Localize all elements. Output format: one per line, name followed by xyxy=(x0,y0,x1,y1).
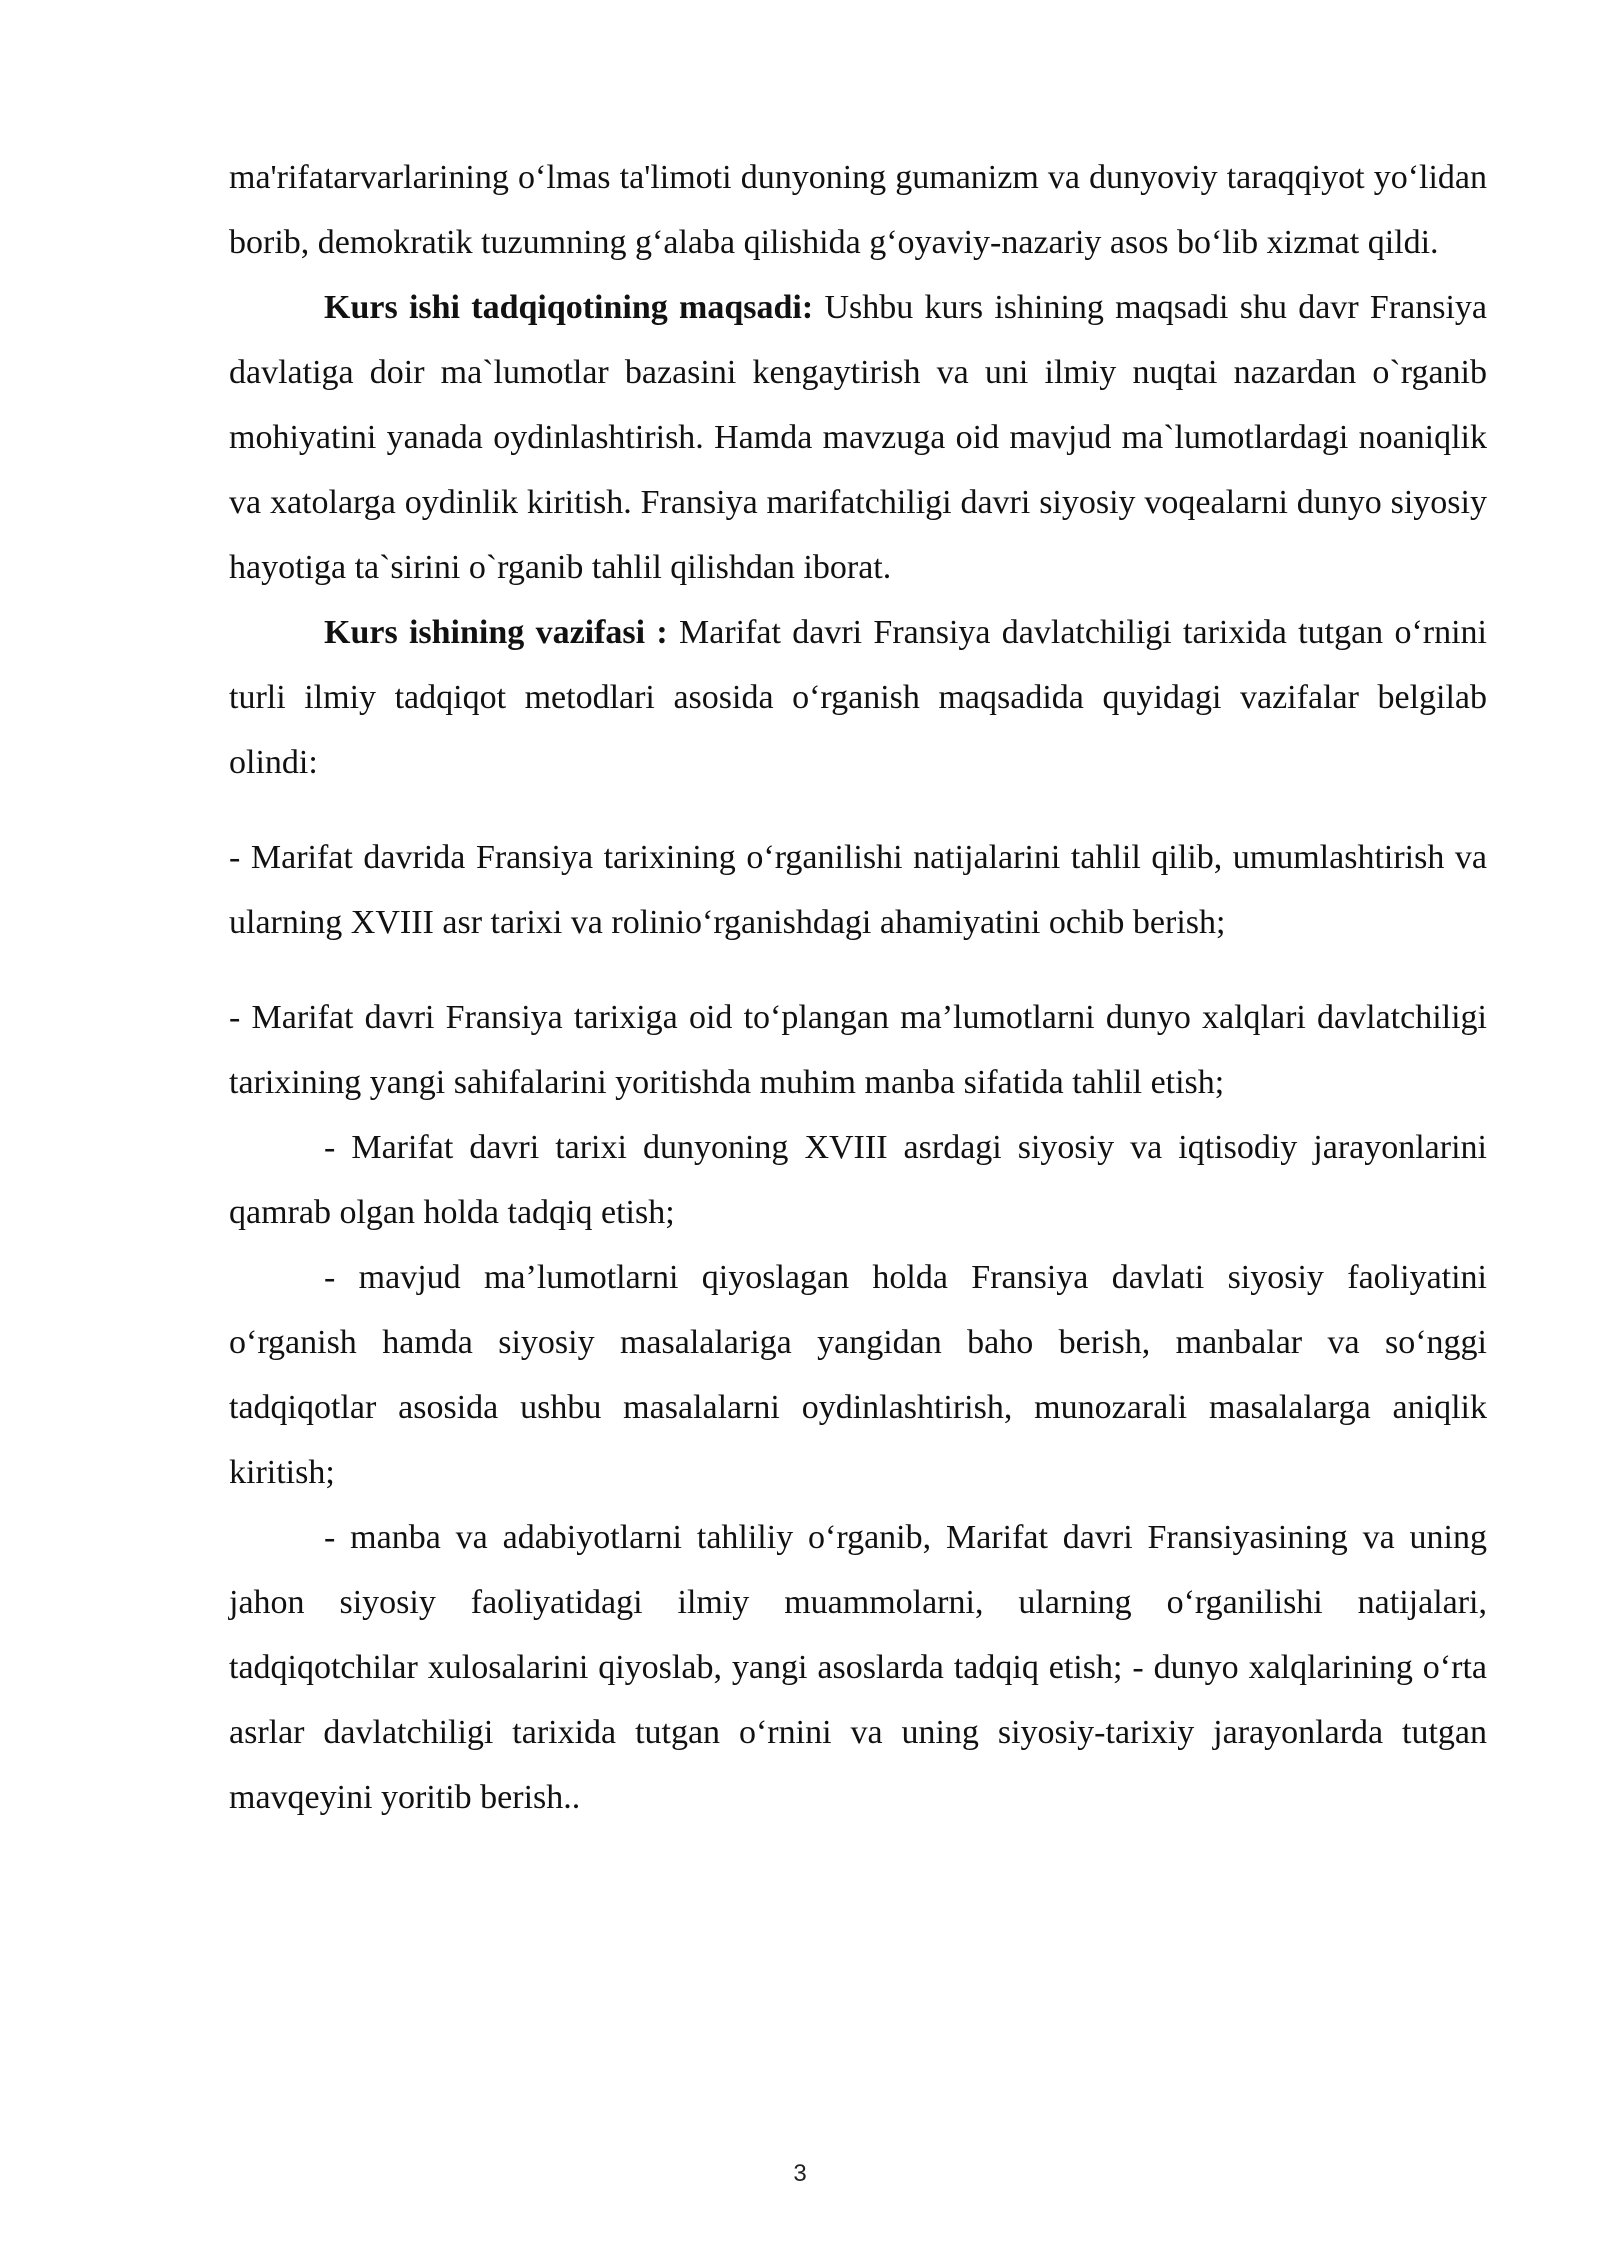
research-goal-heading: Kurs ishi tadqiqotining maqsadi: xyxy=(324,289,814,326)
task-item-1: - Marifat davrida Fransiya tarixining o‘rganilishi natijalarini tahlil qilib, umumlashtirish va ularning XVIII asr tarixi va rolinio‘rganishdagi ahamiyatini ochib berish; xyxy=(229,839,1487,941)
research-goal-text: Ushbu kurs ishining maqsadi shu davr Fransiya davlatiga doir ma`lumotlar bazasini kengaytirish va uni ilmiy nuqtai nazardan o`rganib mohiyatini yanada oydinlashtirish. Hamda mavzuga oid mavjud ma`lumotlardagi noaniqlik va xatolarga oydinlik kiritish. Fransiya marifatchiligi davri siyosiy voqealarni dunyo siyosiy hayotiga ta`sirini o`rganib tahlil qilishdan iborat. xyxy=(229,289,1487,586)
task-item-2: - Marifat davri Fransiya tarixiga oid to‘plangan ma’lumotlarni dunyo xalqlari davlatchiligi tarixining yangi sahifalarini yoritishda muhim manba sifatida tahlil etish; xyxy=(229,999,1487,1101)
research-tasks-text: Marifat davri Fransiya davlatchiligi tarixida tutgan o‘rnini turli ilmiy tadqiqot metodlari asosida o‘rganish maqsadida quyidagi vazifalar belgilab olindi: xyxy=(229,614,1487,781)
task-item-5: - manba va adabiyotlarni tahliliy o‘rganib, Marifat davri Fransiyasining va uning jahon siyosiy faoliyatidagi ilmiy muammolarni, ularning o‘rganilishi natijalari, tadqiqotchilar xulosalarini qiyoslab, yangi asoslarda tadqiq etish; - dunyo xalqlarining o‘rta asrlar davlatchiligi tarixida tutgan o‘rnini va uning siyosiy-tarixiy jarayonlarda tutgan mavqeyini yoritib berish.. xyxy=(229,1519,1487,1816)
research-tasks-heading: Kurs ishining vazifasi : xyxy=(324,614,668,651)
task-item-3: - Marifat davri tarixi dunyoning XVIII asrdagi siyosiy va iqtisodiy jarayonlarini qamrab olgan holda tadqiq etish; xyxy=(229,1129,1487,1231)
document-body xyxy=(229,145,1487,1830)
paragraph-research-goal xyxy=(229,275,1487,600)
page-number: 3 xyxy=(793,2160,807,2187)
task-item-4: - mavjud ma’lumotlarni qiyoslagan holda Fransiya davlati siyosiy faoliyatini o‘rganish hamda siyosiy masalalariga yangidan baho berish, manbalar va so‘nggi tadqiqotlar asosida ushbu masalalarni oydinlashtirish, munozarali masalalarga aniqlik kiritish; xyxy=(229,1259,1487,1491)
paragraph-research-tasks xyxy=(229,600,1487,795)
paragraph-intro-continuation: ma'rifatarvarlarining o‘lmas ta'limoti dunyoning gumanizm va dunyoviy taraqqiyot yo‘lidan borib, demokratik tuzumning g‘alaba qilishida g‘oyaviy-nazariy asos bo‘lib xizmat qildi. xyxy=(229,159,1487,261)
